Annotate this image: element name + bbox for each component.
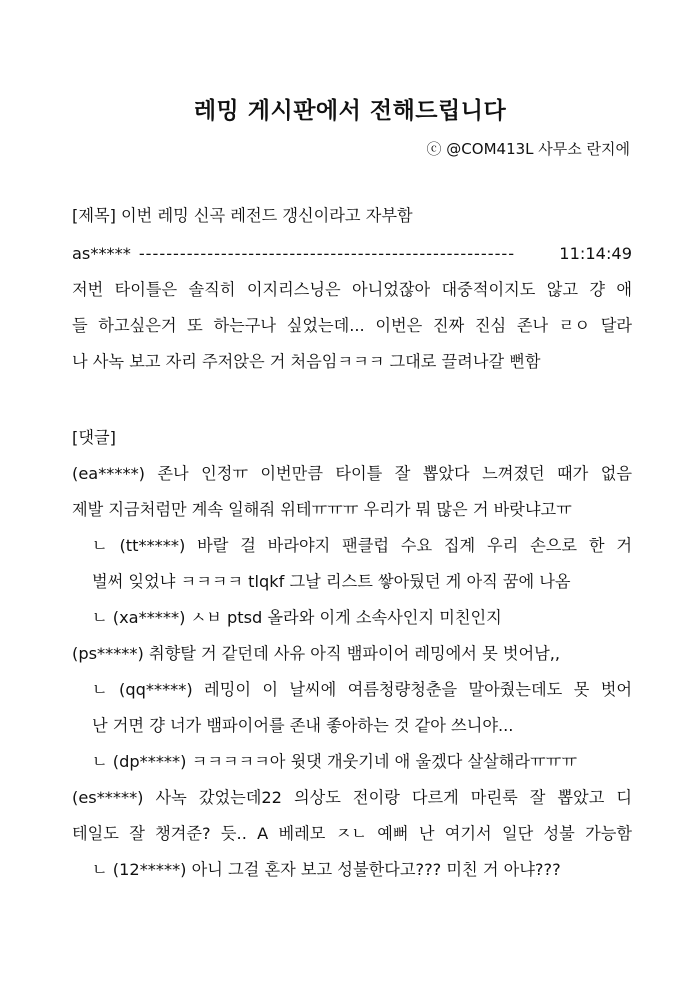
credit-line: ⓒ @COM413L 사무소 란지에 xyxy=(426,140,630,158)
post-time: 11:14:49 xyxy=(559,244,632,263)
comments-header: [댓글] xyxy=(72,428,116,447)
reply-line: ㄴ (qq*****) 레밍이 이 날씨에 여름청량청춘을 말아줬는데도 못 벗어 xyxy=(92,680,632,699)
post-body-line: 들 하고싶은거 또 하는구나 싶었는데... 이번은 진짜 진심 존나 ㄹㅇ 달라 xyxy=(72,316,632,335)
post-separator: ------------------------------------------------------- xyxy=(138,244,516,263)
reply-continuation-line: 난 거면 걍 너가 뱀파이어를 존내 좋아하는 것 같아 쓰니야... xyxy=(92,716,514,735)
post-body-line: 나 사녹 보고 자리 주저앉은 거 처음임ㅋㅋㅋ 그대로 끌려나갈 뻔함 xyxy=(72,352,541,371)
reply-line: ㄴ (xa*****) ㅅㅂ ptsd 올라와 이게 소속사인지 미친인지 xyxy=(92,608,502,627)
post-author: as***** xyxy=(72,244,131,263)
comment-line: (ps*****) 취향탈 거 같던데 사유 아직 뱀파이어 레밍에서 못 벗어남,, xyxy=(72,644,561,663)
comment-line: 테일도 잘 챙겨준? 듯.. A 베레모 ㅈㄴ 예뻐 난 여기서 일단 성불 가능함 xyxy=(72,824,632,843)
comment-line: 제발 지금처럼만 계속 일해줘 위테ㅠㅠㅠ 우리가 뭐 많은 거 바랏냐고ㅠ xyxy=(72,500,572,519)
comment-line: (es*****) 사녹 갔었는데22 의상도 전이랑 다르게 마린룩 잘 뽑았고 디 xyxy=(72,788,632,807)
post-body-line: 저번 타이틀은 솔직히 이지리스닝은 아니었잖아 대중적이지도 않고 걍 애 xyxy=(72,280,632,299)
document-title: 레밍 게시판에서 전해드립니다 xyxy=(193,98,507,124)
reply-line: ㄴ (12*****) 아니 그걸 혼자 보고 성불한다고??? 미친 거 아냐??? xyxy=(92,860,561,879)
comment-line: (ea*****) 존나 인정ㅠ 이번만큼 타이틀 잘 뽑았다 느껴졌던 때가 없음 xyxy=(72,464,632,483)
reply-continuation-line: 벌써 잊었냐 ㅋㅋㅋㅋ tlqkf 그날 리스트 쌓아뒀던 게 아직 꿈에 나옴 xyxy=(92,572,571,591)
reply-line: ㄴ (tt*****) 바랄 걸 바라야지 팬클럽 수요 집계 우리 손으로 한 거 xyxy=(92,536,632,555)
post-subject: [제목] 이번 레밍 신곡 레전드 갱신이라고 자부함 xyxy=(72,206,413,225)
post-meta-line xyxy=(72,243,632,265)
reply-line: ㄴ (dp*****) ㅋㅋㅋㅋㅋ아 윗댓 개웃기네 애 울겠다 살살해라ㅠㅠㅠ xyxy=(92,752,577,771)
